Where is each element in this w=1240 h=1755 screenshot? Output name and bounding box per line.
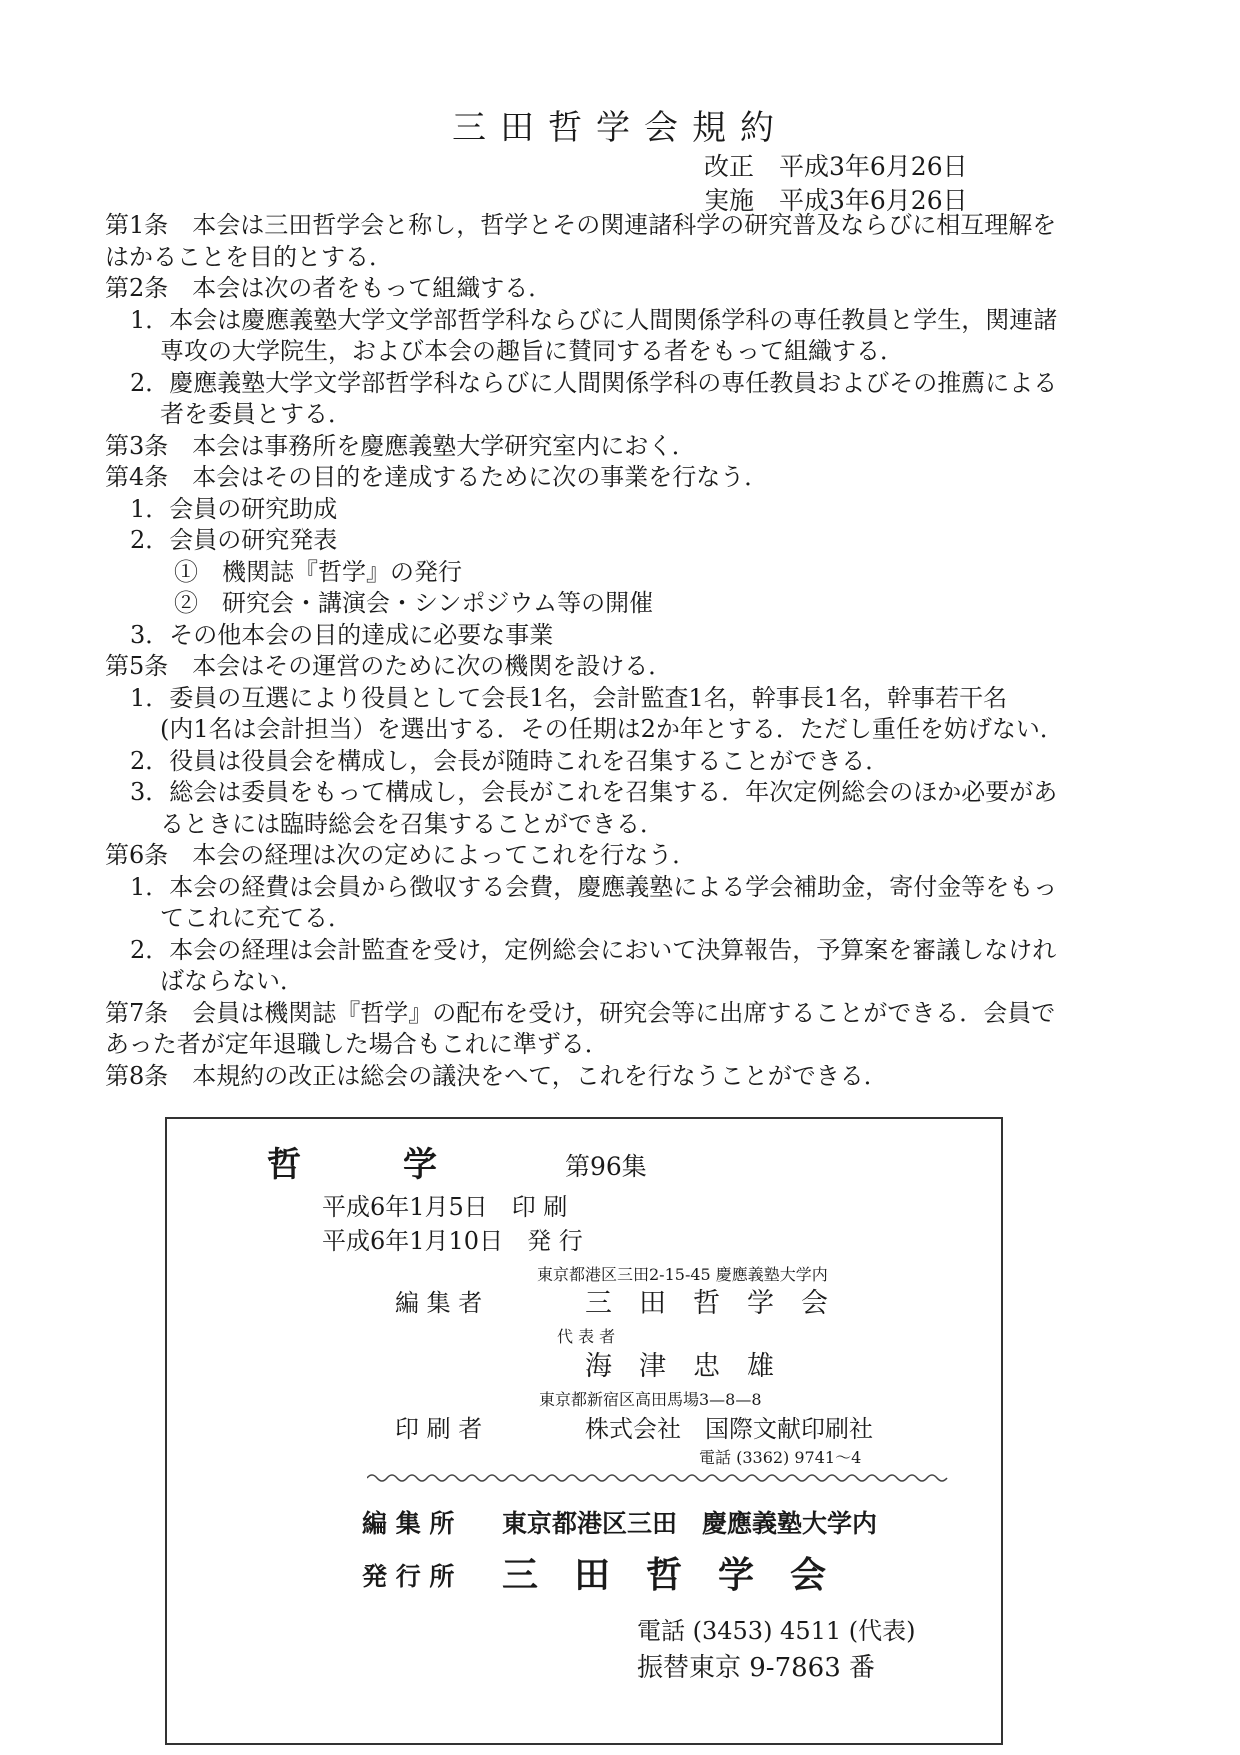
revised-date: 改正 平成3年6月26日 (704, 152, 968, 181)
editing-office-label: 編 集 所 (362, 1509, 455, 1538)
article-line: 第6条 本会の経理は次の定めによってこれを行なう． (105, 841, 697, 869)
publish-date: 平成6年1月10日 発 行 (322, 1227, 583, 1255)
enforced-date: 実施 平成3年6月26日 (704, 186, 968, 215)
representative-label: 代 表 者 (557, 1327, 616, 1346)
article-line: ばならない． (160, 967, 304, 995)
revision-dates (704, 150, 968, 218)
journal-title: 哲 学 (267, 1145, 437, 1185)
article-line: 第2条 本会は次の者をもって組織する． (105, 274, 553, 302)
publisher-label: 発 行 所 (362, 1562, 455, 1591)
article-line: 2．慶應義塾大学文学部哲学科ならびに人間関係学科の専任教員およびその推薦による (130, 368, 1058, 397)
printer-name: 株式会社 国際文献印刷社 (585, 1415, 873, 1443)
article-line: 2．本会の経理は会計監査を受け，定例総会において決算報告，予算案を審議しなけれ (130, 935, 1057, 964)
article-line: 第3条 本会は事務所を慶應義塾大学研究室内におく． (105, 431, 696, 460)
printer-phone: 電話 (3362) 9741〜4 (699, 1448, 862, 1467)
printer-address: 東京都新宿区高田馬場3—8—8 (539, 1390, 762, 1409)
article-line: 者を委員とする． (160, 400, 352, 428)
editor-label: 編 集 者 (395, 1289, 483, 1317)
representative-name: 海 津 忠 雄 (585, 1351, 774, 1382)
publisher-phone: 電話 (3453) 4511 (代表) (637, 1617, 916, 1645)
article-line: てこれに充てる． (160, 904, 352, 932)
colophon (165, 1117, 1003, 1745)
printer-label: 印 刷 者 (395, 1415, 483, 1443)
publisher-name: 三 田 哲 学 会 (502, 1554, 827, 1596)
editor-name: 三 田 哲 学 会 (585, 1288, 828, 1319)
article-line: はかることを目的とする． (105, 242, 393, 271)
article-line: ② 研究会・講演会・シンポジウム等の開催 (174, 589, 654, 617)
article-line: 3．総会は委員をもって構成し，会長がこれを召集する．年次定例総会のほか必要があ (130, 778, 1058, 806)
article-line: 1．本会は慶應義塾大学文学部哲学科ならびに人間関係学科の専任教員と学生，関連諸 (130, 305, 1058, 334)
editing-office: 東京都港区三田 慶應義塾大学内 (502, 1509, 878, 1538)
article-line: ① 機関誌『哲学』の発行 (174, 557, 462, 586)
article-line: 2．役員は役員会を構成し，会長が随時これを召集することができる． (130, 746, 890, 775)
article-line: 第7条 会員は機関誌『哲学』の配布を受け，研究会等に出席することができる．会員で (105, 998, 1056, 1027)
editor-address: 東京都港区三田2-15-45 慶應義塾大学内 (537, 1265, 828, 1284)
article-line: あった者が定年退職した場合もこれに準ずる． (105, 1030, 609, 1058)
wavy-divider (367, 1471, 967, 1485)
article-line: るときには臨時総会を召集することができる． (160, 809, 664, 838)
regulations-body (105, 210, 1065, 1092)
article-line: (内1名は会計担当）を選出する．その任期は2か年とする．ただし重任を妨げない． (160, 715, 1064, 743)
article-line: 2．会員の研究発表 (130, 526, 338, 554)
article-line: 第1条 本会は三田哲学会と称し，哲学とその関連諸科学の研究普及ならびに相互理解を (105, 211, 1057, 239)
article-line: 3．その他本会の目的達成に必要な事業 (130, 620, 554, 649)
transfer-account: 振替東京 9-7863 番 (637, 1653, 876, 1683)
article-line: 第4条 本会はその目的を達成するために次の事業を行なう． (105, 463, 769, 491)
article-line: 第5条 本会はその運営のために次の機関を設ける． (105, 652, 673, 680)
article-line: 第8条 本規約の改正は総会の議決をへて，これを行なうことができる． (105, 1061, 888, 1090)
print-date: 平成6年1月5日 印 刷 (322, 1193, 568, 1221)
page-title: 三田哲学会規約 (452, 108, 788, 148)
article-line: 1．会員の研究助成 (130, 494, 338, 523)
article-line: 専攻の大学院生，および本会の趣旨に賛同する者をもって組織する． (160, 337, 904, 365)
article-line: 1．本会の経費は会員から徴収する会費，慶應義塾による学会補助金，寄付金等をもっ (130, 872, 1058, 901)
volume-number: 第96集 (565, 1152, 647, 1181)
article-line: 1．委員の互選により役員として会長1名，会計監査1名，幹事長1名，幹事若干名 (130, 683, 1008, 712)
